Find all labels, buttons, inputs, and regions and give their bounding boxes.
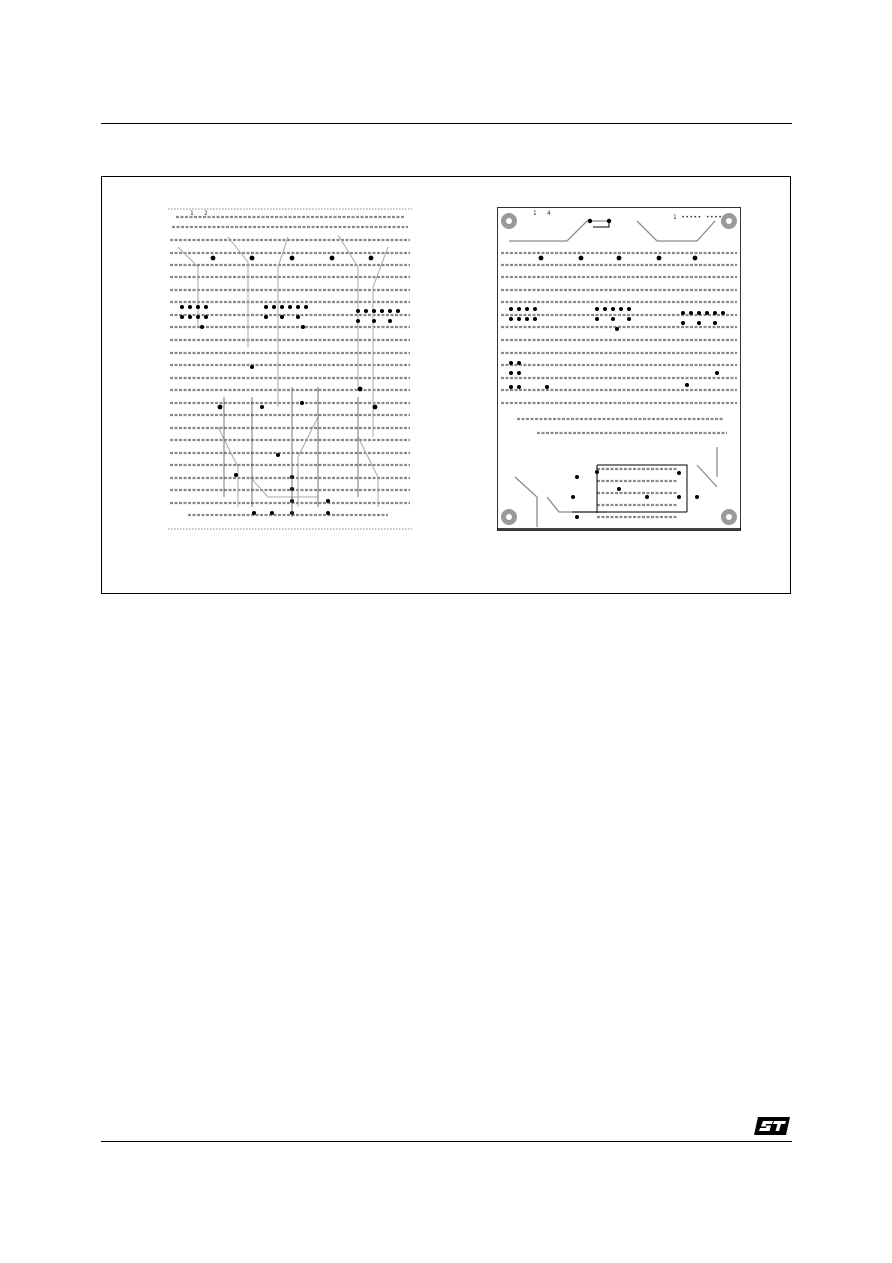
header-rule	[101, 123, 792, 124]
bottom-layer-artwork	[497, 207, 741, 531]
bottom-layer-mark-1: 1	[533, 210, 538, 217]
st-logo	[752, 1115, 792, 1137]
pcb-top-layer	[168, 207, 412, 531]
bottom-layer-mark-2: 4	[547, 210, 552, 217]
top-layer-mark-2: 2	[204, 210, 209, 217]
top-layer-mark-1: 1	[190, 210, 195, 217]
pcb-figure-frame	[101, 176, 791, 594]
pcb-bottom-layer	[497, 207, 741, 531]
footer-rule	[101, 1141, 792, 1142]
top-layer-artwork	[168, 207, 412, 531]
bottom-layer-corner-text: 1 ••••• ••••	[673, 214, 723, 221]
